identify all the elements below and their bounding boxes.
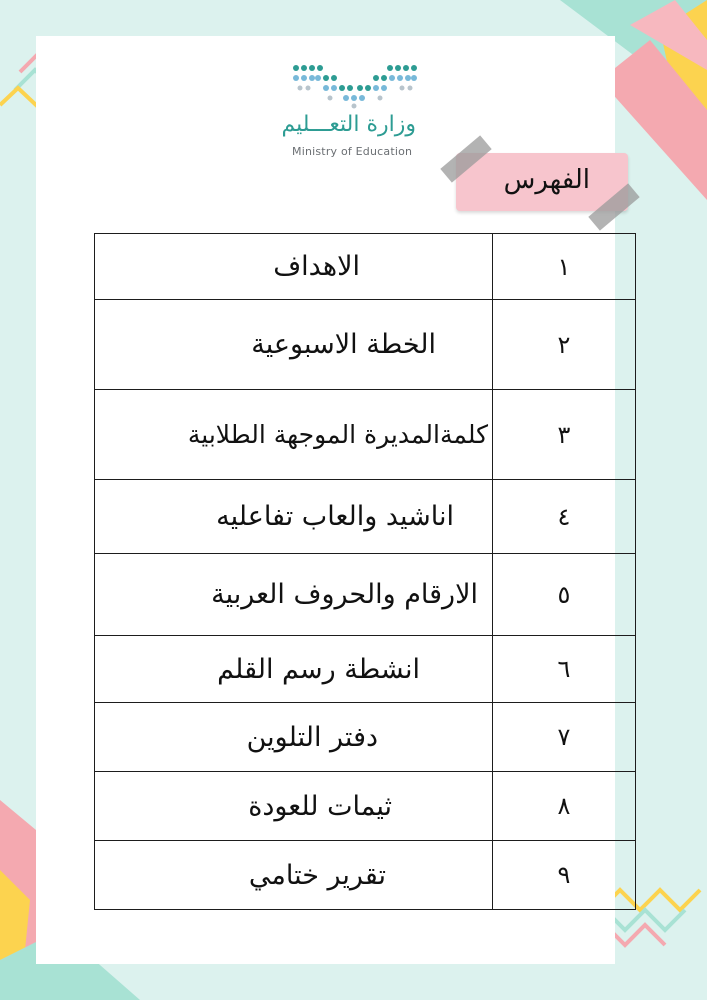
toc-row bbox=[95, 703, 636, 772]
toc-number: ١ bbox=[493, 234, 636, 300]
toc-title bbox=[95, 480, 493, 554]
toc-title bbox=[95, 554, 493, 636]
toc-title-text: الاهداف bbox=[273, 251, 360, 282]
toc-title-text: انشطة رسم القلم bbox=[217, 653, 420, 685]
toc-row bbox=[95, 480, 636, 554]
toc-row bbox=[95, 554, 636, 636]
toc-row bbox=[95, 841, 636, 910]
index-title: الفهرس bbox=[503, 165, 590, 195]
toc-title bbox=[95, 390, 493, 480]
toc-number: ٣ bbox=[493, 390, 636, 480]
logo-dots-icon bbox=[290, 60, 420, 110]
toc-row bbox=[95, 300, 636, 390]
toc-number: ٩ bbox=[493, 841, 636, 910]
toc-row bbox=[95, 390, 636, 480]
logo-arabic-name: وزارة التعـــليم bbox=[281, 112, 416, 137]
toc-number: ٢ bbox=[493, 300, 636, 390]
toc-title bbox=[95, 772, 493, 841]
toc-title-text: تقرير ختامي bbox=[248, 859, 386, 891]
toc-title-text: الخطة الاسبوعية bbox=[251, 329, 436, 360]
toc-title-text: اناشيد والعاب تفاعليه bbox=[216, 501, 454, 532]
toc-title bbox=[95, 300, 493, 390]
toc-title bbox=[95, 636, 493, 703]
logo-english-name: Ministry of Education bbox=[292, 145, 413, 158]
toc-title bbox=[95, 841, 493, 910]
toc-number: ٥ bbox=[493, 554, 636, 636]
table-of-contents bbox=[94, 233, 636, 910]
toc-number: ٦ bbox=[493, 636, 636, 703]
toc-row bbox=[95, 234, 636, 300]
toc-title bbox=[95, 703, 493, 772]
toc-number: ٨ bbox=[493, 772, 636, 841]
toc-title-text: ثيمات للعودة bbox=[248, 790, 392, 822]
toc-row bbox=[95, 636, 636, 703]
toc-number: ٤ bbox=[493, 480, 636, 554]
ministry-logo bbox=[281, 60, 420, 160]
toc-title-text: كلمةالمديرة الموجهة الطلابية bbox=[187, 420, 488, 449]
toc-number: ٧ bbox=[493, 703, 636, 772]
index-title-label bbox=[456, 153, 628, 211]
toc-title-text: دفتر التلوين bbox=[246, 721, 378, 753]
toc-title bbox=[95, 234, 493, 300]
toc-title-text: الارقام والحروف العربية bbox=[211, 579, 478, 610]
toc-row bbox=[95, 772, 636, 841]
